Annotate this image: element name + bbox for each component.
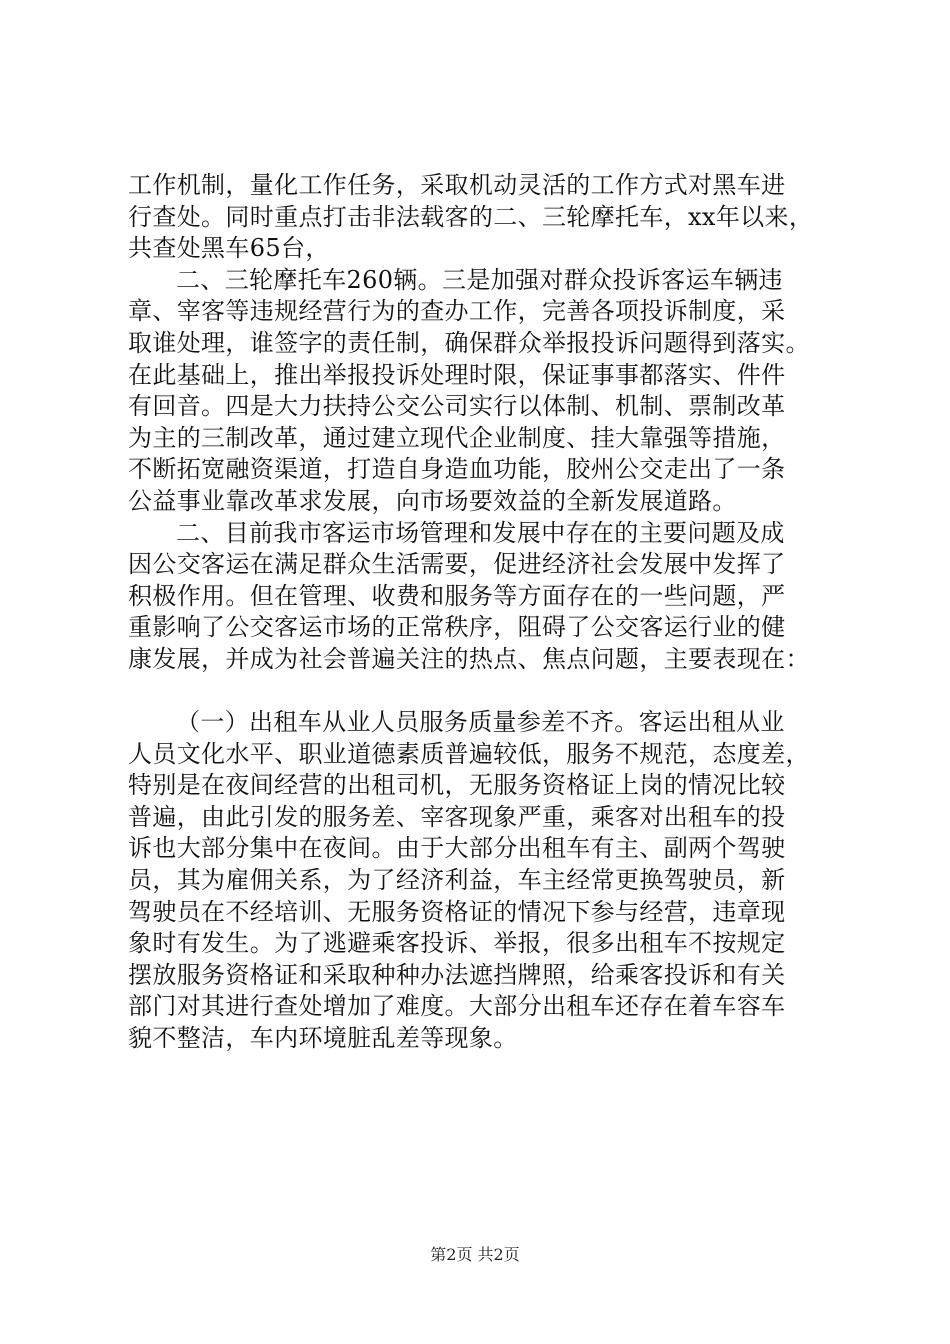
text-line: 重影响了公交客运市场的正常秩序，阻碍了公交客运行业的健 (128, 613, 786, 642)
text-line: 摆放服务资格证和采取种种办法遮挡牌照，给乘客投诉和有关 (128, 960, 786, 989)
text-line: 不断拓宽融资渠道，打造自身造血功能，胶州公交走出了一条 (128, 455, 786, 484)
text-line: 为主的三制改革，通过建立现代企业制度、挂大靠强等措施， (128, 423, 786, 452)
text-line: 二、目前我市客运市场管理和发展中存在的主要问题及成 (176, 518, 785, 547)
text-line: 取谁处理，谁签字的责任制，确保群众举报投诉问题得到落实。 (128, 328, 810, 357)
text-line: 普遍，由此引发的服务差、宰客现象严重，乘客对出租车的投 (128, 802, 786, 831)
text-line: 在此基础上，推出举报投诉处理时限，保证事事都落实、件件 (128, 360, 786, 389)
text-line: 驾驶员在不经培训、无服务资格证的情况下参与经营，违章现 (128, 897, 786, 926)
text-line: 二、三轮摩托车260辆。三是加强对群众投诉客运车辆违 (176, 265, 783, 294)
text-line: 员，其为雇佣关系，为了经济利益，车主经常更换驾驶员，新 (128, 866, 786, 895)
text-line: 行查处。同时重点打击非法载客的二、三轮摩托车，xx年以来， (128, 202, 814, 231)
text-line: 共查处黑车65台， (128, 234, 330, 263)
text-line: 章、宰客等违规经营行为的查办工作，完善各项投诉制度，采 (128, 297, 786, 326)
text-line: （一）出租车从业人员服务质量参差不齐。客运出租从业 (176, 708, 785, 737)
blank-line (128, 676, 828, 708)
text-line: 貌不整洁，车内环境脏乱差等现象。 (128, 1024, 518, 1053)
text-line: 象时有发生。为了逃避乘客投诉、举报，很多出租车不按规定 (128, 929, 786, 958)
text-line: 康发展，并成为社会普遍关注的热点、焦点问题，主要表现在： (128, 644, 810, 673)
text-line: 因公交客运在满足群众生活需要，促进经济社会发展中发挥了 (128, 550, 786, 579)
document-body (128, 170, 828, 1055)
text-line: 积极作用。但在管理、收费和服务等方面存在的一些问题，严 (128, 581, 786, 610)
page-number-footer: 第2页 共2页 (430, 1245, 520, 1264)
text-line: 诉也大部分集中在夜间。由于大部分出租车有主、副两个驾驶 (128, 834, 786, 863)
text-line: 有回音。四是大力扶持公交公司实行以体制、机制、票制改革 (128, 392, 786, 421)
text-line: 工作机制，量化工作任务，采取机动灵活的工作方式对黑车进 (128, 171, 786, 199)
text-line: 部门对其进行查处增加了难度。大部分出租车还存在着车容车 (128, 992, 786, 1021)
text-line: 人员文化水平、职业道德素质普遍较低，服务不规范，态度差， (128, 739, 810, 768)
text-line: 特别是在夜间经营的出租司机，无服务资格证上岗的情况比较 (128, 771, 786, 800)
text-line: 公益事业靠改革求发展，向市场要效益的全新发展道路。 (128, 486, 737, 515)
